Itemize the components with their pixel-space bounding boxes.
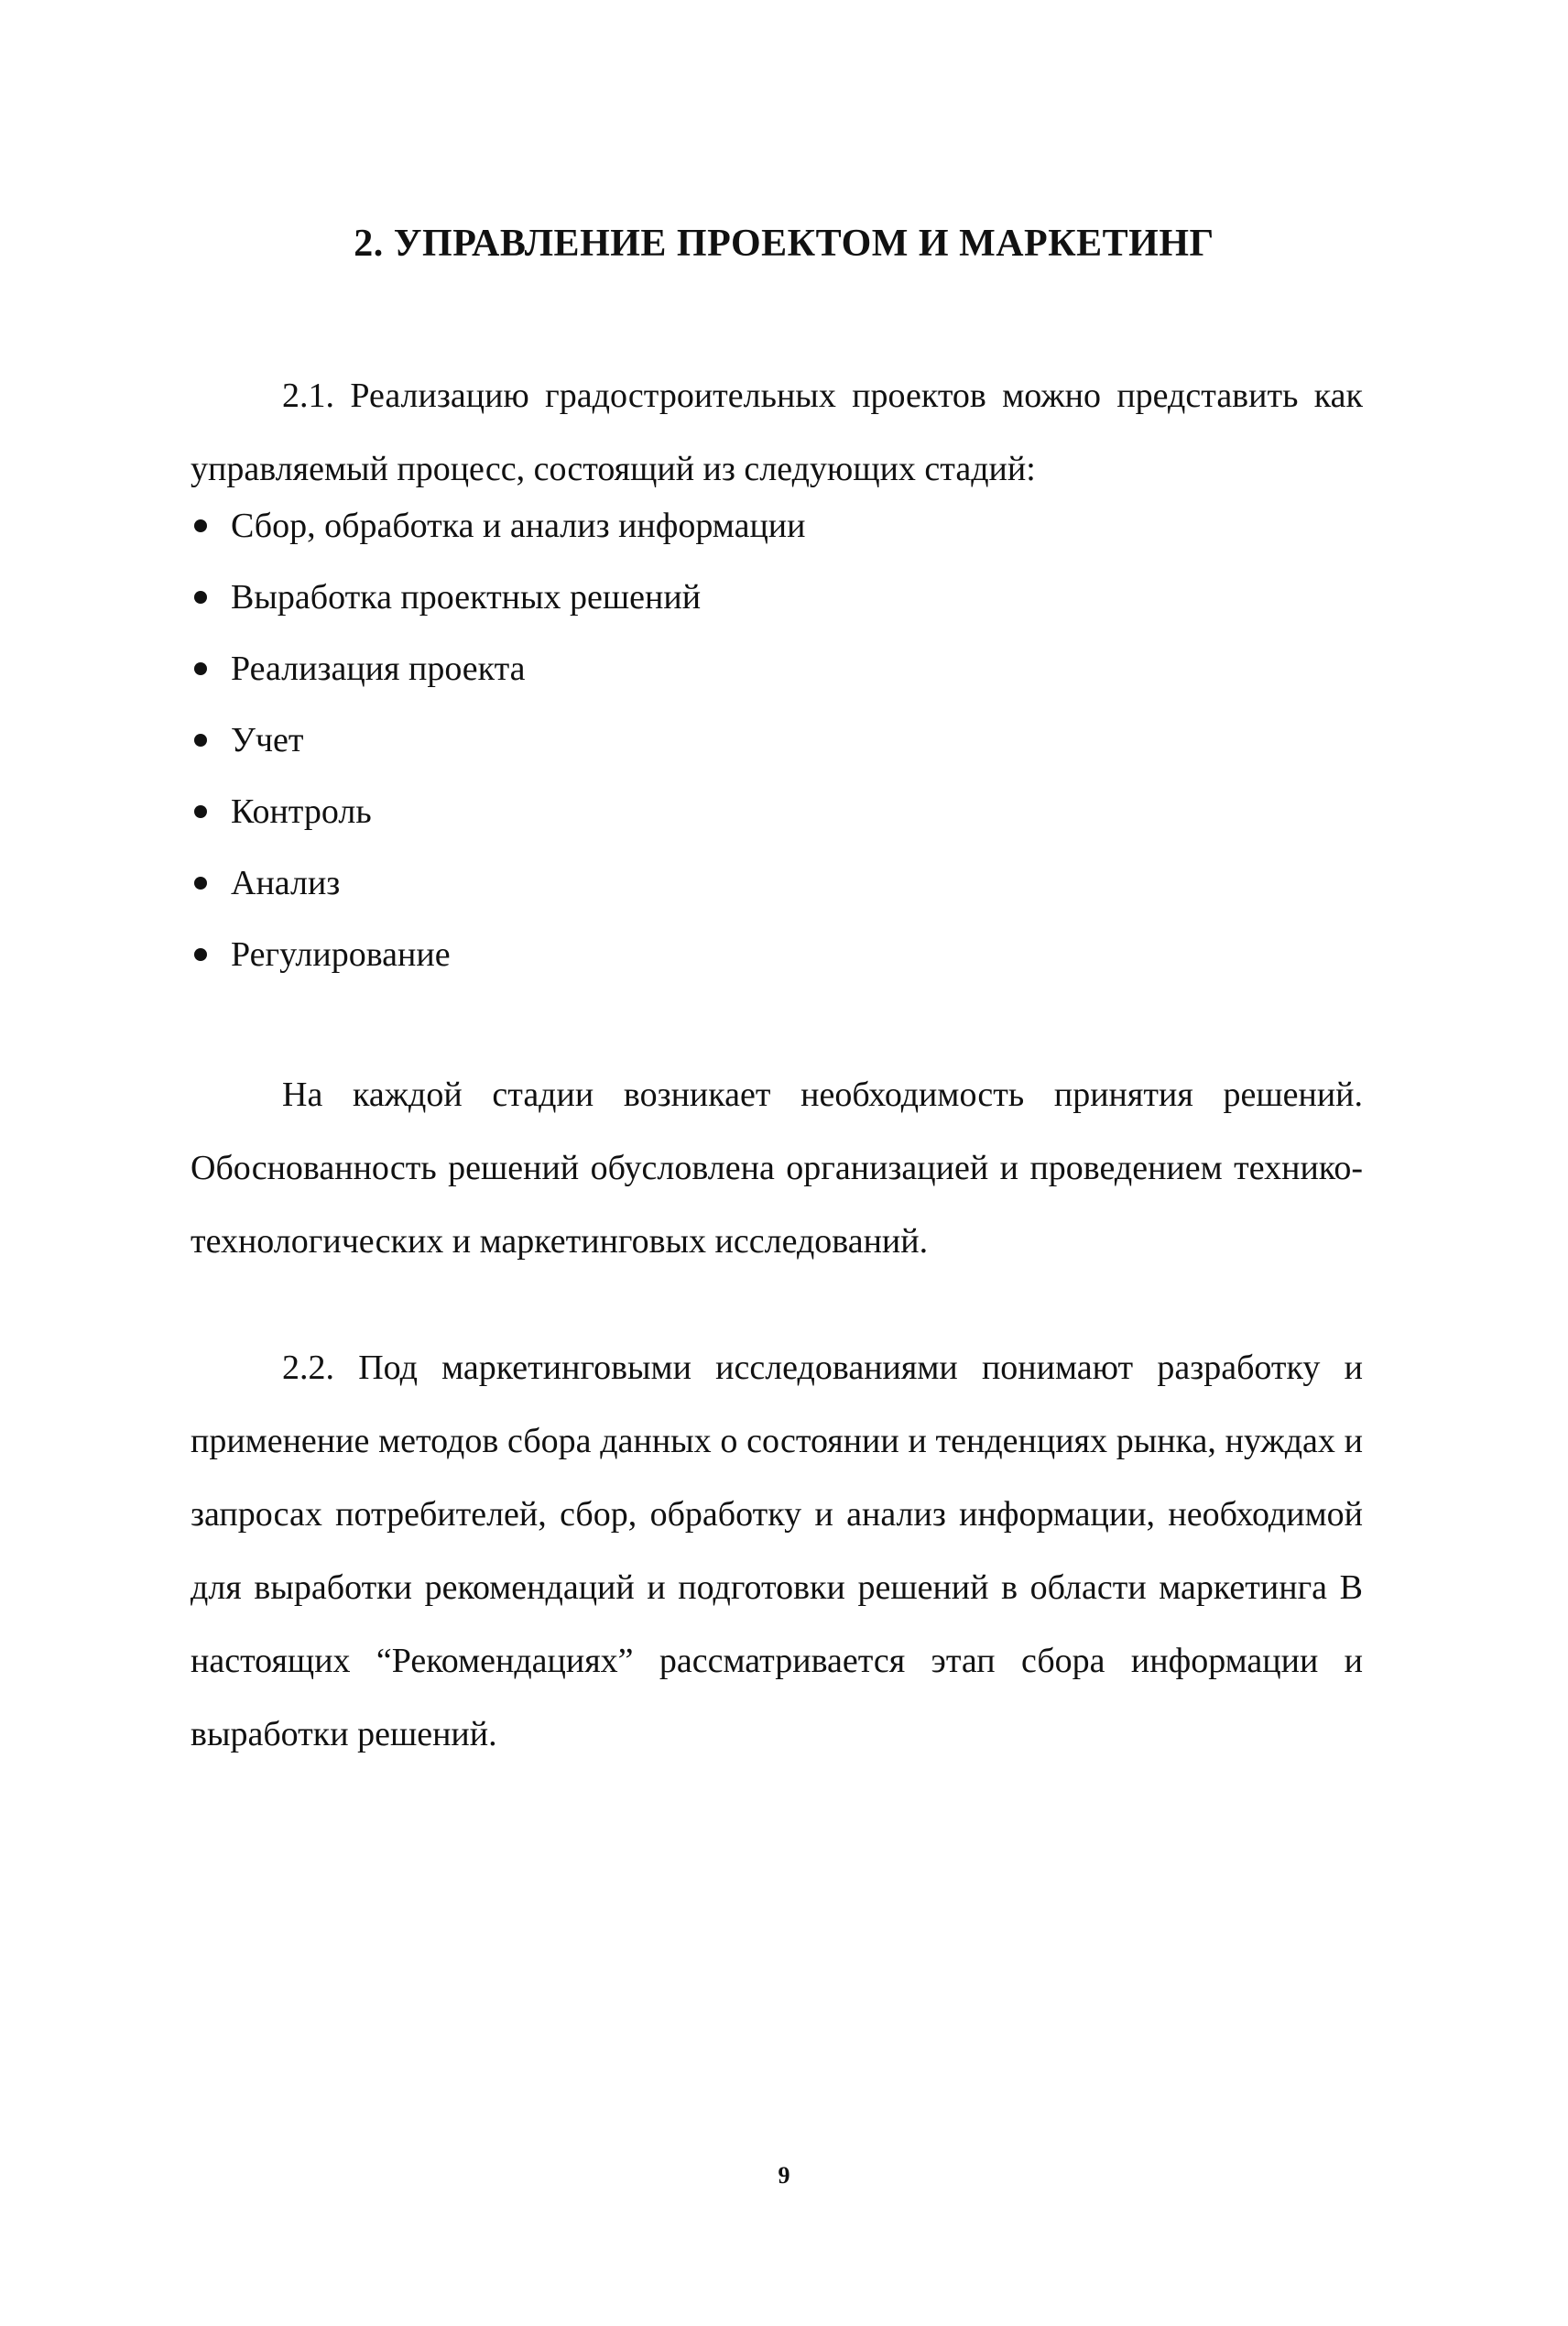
list-item <box>191 490 805 562</box>
bullet-icon <box>194 591 207 604</box>
stage-label: Учет <box>231 721 304 759</box>
marketing-research-paragraph: 2.2. Под маркетинговыми исследованиями понимают разработку и применение методов сбора данных о состоянии и тенденциях рынка, нуждах и запросах потребителей, сбор, обработку и анализ информации, необходимой для выработки рекомендаций и подготовки решений в области маркетинга В настоящих “Рекомендациях” рассматривается этап сбора информации и выработки решений. <box>191 1349 1363 1753</box>
bullet-icon <box>194 519 207 532</box>
stage-label: Регулирование <box>231 935 451 974</box>
list-item <box>191 562 805 633</box>
section-2-2 <box>191 1331 1363 1771</box>
stage-label: Реализация проекта <box>231 650 526 688</box>
page-number: 9 <box>778 2162 790 2189</box>
bullet-icon <box>194 948 207 961</box>
list-item <box>191 633 805 704</box>
bullet-icon <box>194 734 207 747</box>
list-item <box>191 776 805 847</box>
stage-label: Анализ <box>231 864 341 902</box>
stages-list <box>191 490 805 990</box>
bullet-icon <box>194 662 207 675</box>
list-item <box>191 919 805 990</box>
intro-paragraph: 2.1. Реализацию градостроительных проектов можно представить как управляемый процесс, состоящий из следующих стадий: <box>191 377 1363 488</box>
stage-label: Контроль <box>231 792 372 831</box>
list-item <box>191 847 805 919</box>
decisions-paragraph: На каждой стадии возникает необходимость принятия решений. Обоснованность решений обусловлена организацией и проведением технико-технологических и маркетинговых исследований. <box>191 1076 1363 1261</box>
chapter-heading: 2. УПРАВЛЕНИЕ ПРОЕКТОМ И МАРКЕТИНГ <box>354 223 1214 265</box>
stage-label: Выработка проектных решений <box>231 578 702 617</box>
section-2-1-intro <box>191 359 1363 506</box>
bullet-icon <box>194 805 207 818</box>
stage-label: Сбор, обработка и анализ информации <box>231 507 806 545</box>
bullet-icon <box>194 877 207 890</box>
list-item <box>191 704 805 776</box>
section-2-1-decisions <box>191 1058 1363 1278</box>
